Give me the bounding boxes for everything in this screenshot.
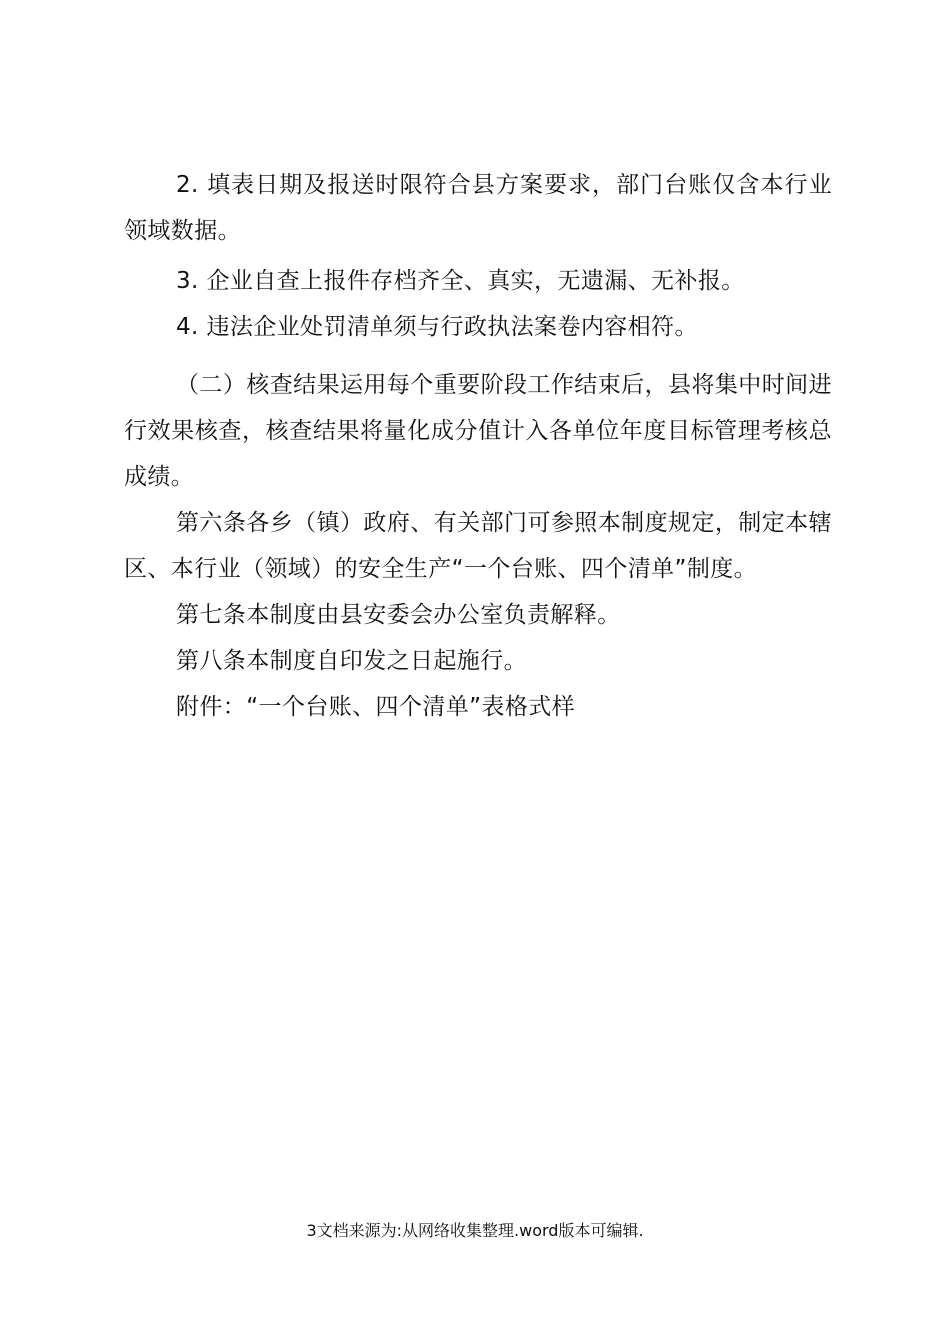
paragraph-attachment: 附件：“一个台账、四个清单”表格式样 <box>176 694 576 720</box>
page-footer: 3文档来源为:从网络收集整理.word版本可编辑. <box>306 1221 644 1240</box>
paragraph-article-six: 第六条各乡（镇）政府、有关部门可参照本制度规定，制定本辖区、本行业（领域）的安全生产“一个台账、四个清单”制度。 <box>124 510 832 582</box>
paragraph-result-usage: （二）核查结果运用每个重要阶段工作结束后，县将集中时间进行效果核查，核查结果将量化成分值计入各单位年度目标管理考核总成绩。 <box>124 372 832 490</box>
paragraph-item-2: 2. 填表日期及报送时限符合县方案要求，部门台账仅含本行业领域数据。 <box>124 172 832 244</box>
paragraph-item-4: 4. 违法企业处罚清单须与行政执法案卷内容相符。 <box>176 314 698 340</box>
document-body <box>124 162 832 730</box>
paragraph-item-3: 3. 企业自查上报件存档齐全、真实，无遗漏、无补报。 <box>176 268 745 294</box>
paragraph-article-eight: 第八条本制度自印发之日起施行。 <box>176 648 527 674</box>
paragraph-article-seven: 第七条本制度由县安委会办公室负责解释。 <box>176 602 621 628</box>
